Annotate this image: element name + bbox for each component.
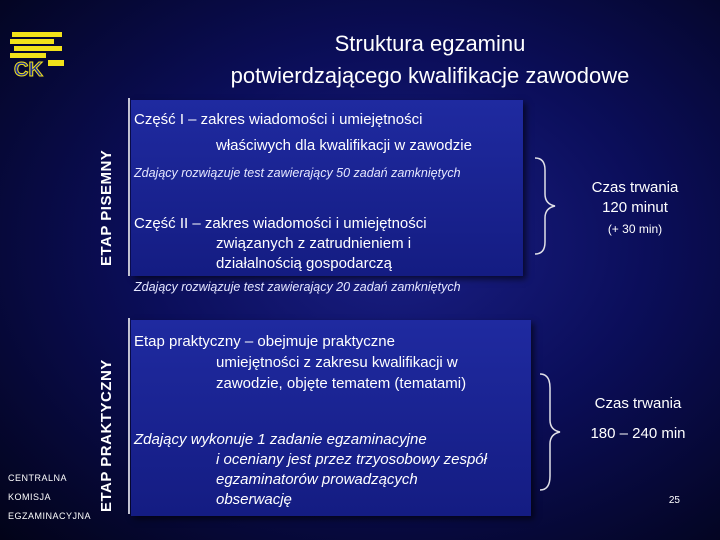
org-name-line3: EGZAMINACYJNA [8,511,92,521]
part1-note: Zdający rozwiązuje test zawierający 50 zadań zamkniętych [134,166,461,180]
practical-task-line1: Zdający wykonuje 1 zadanie egzaminacyjne [134,431,427,448]
practical-task-line2: i oceniany jest przez trzyosobowy zespół [216,451,487,468]
practical-desc-line2: umiejętności z zakresu kwalifikacji w [216,354,458,371]
divider-written [128,98,130,276]
divider-practical [128,318,130,514]
part1-line2: właściwych dla kwalifikacji w zawodzie [216,137,472,154]
title-line-2: potwierdzającego kwalifikacje zawodowe [230,63,630,88]
written-duration-value: 120 minut [602,199,668,216]
right-brace-icon [538,372,562,492]
part2-line3: działalnością gospodarczą [216,255,392,272]
cke-logo-icon [8,30,66,82]
practical-task-line4: obserwację [216,491,292,508]
part2-note: Zdający rozwiązuje test zawierający 20 zadań zamkniętych [134,280,461,294]
page-number: 25 [668,495,680,506]
written-duration-label: Czas trwania [591,179,679,196]
written-duration-extra: (+ 30 min) [607,222,663,236]
practical-task-line3: egzaminatorów prowadzących [216,471,418,488]
part2-line1: Część II – zakres wiadomości i umiejętności [134,215,427,232]
part2-line2: związanych z zatrudnieniem i [216,235,412,252]
org-name-line1: CENTRALNA [8,473,68,483]
page-title [150,28,710,92]
right-brace-icon [533,156,557,256]
practical-duration-label: Czas trwania [594,395,682,412]
practical-stage-label: ETAP PRAKTYCZNY [98,359,115,512]
svg-text:CK: CK [14,59,43,81]
practical-desc-line3: zawodzie, objęte tematem (tematami) [216,375,467,392]
part1-line1: Część I – zakres wiadomości i umiejętności [134,111,423,128]
written-stage-label: ETAP PISEMNY [98,149,115,266]
practical-desc-line1: Etap praktyczny – obejmuje praktyczne [134,333,395,350]
org-name-line2: KOMISJA [8,492,52,502]
practical-duration-value: 180 – 240 min [590,425,686,442]
written-duration [565,178,705,238]
title-line-1: Struktura egzaminu [334,31,526,56]
